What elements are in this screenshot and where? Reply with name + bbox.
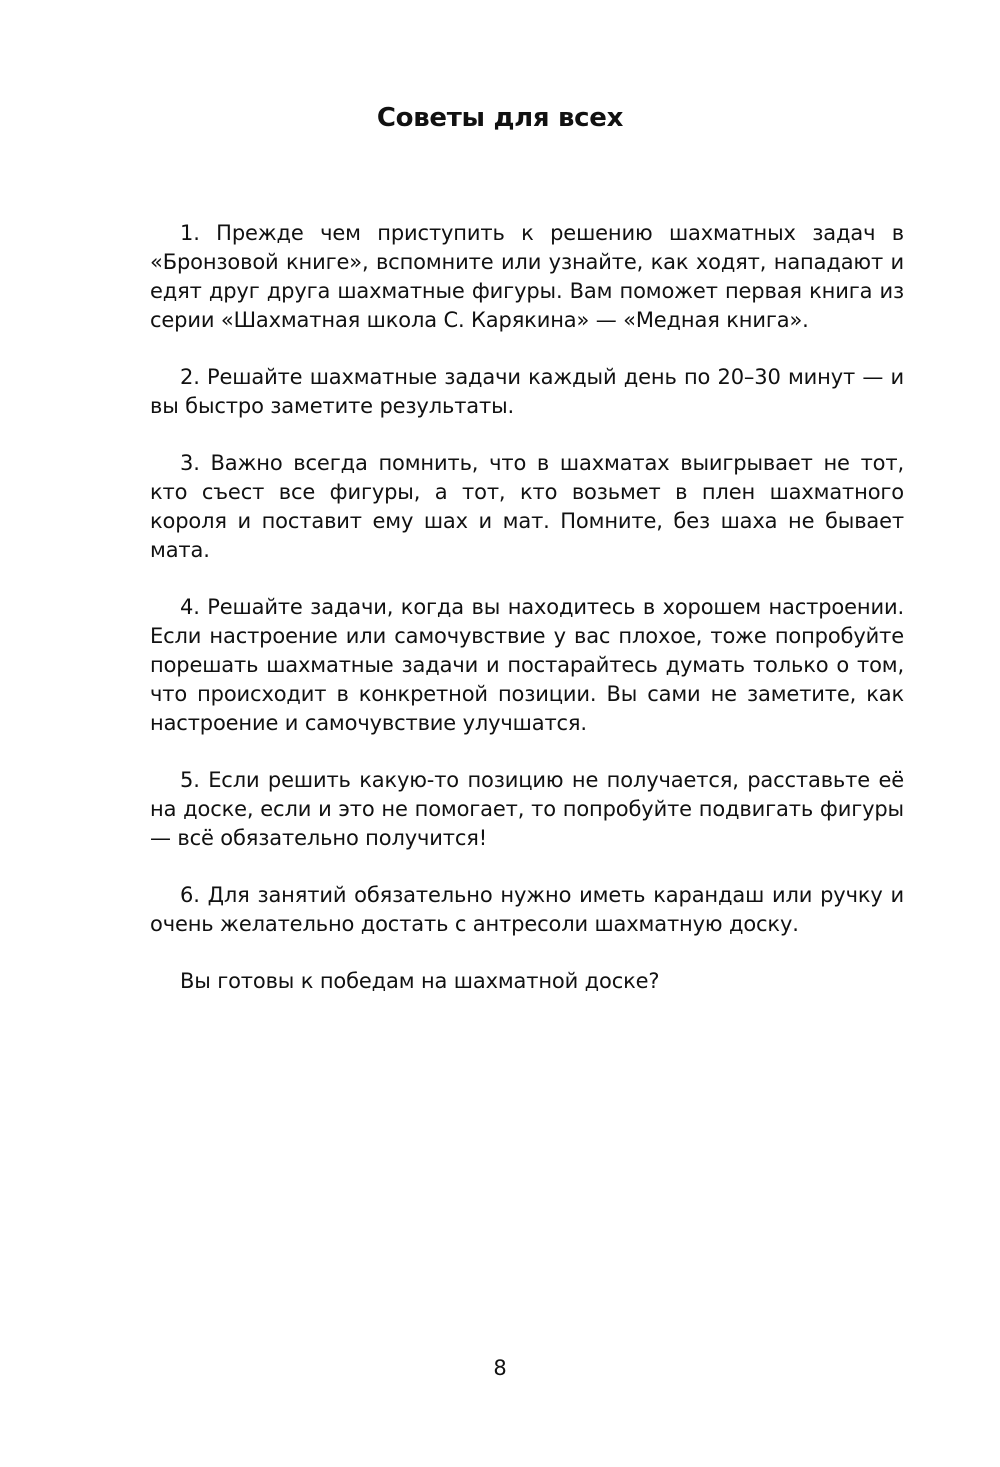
tip-paragraph-2: 2. Решайте шахматные задачи каждый день по 20–30 минут — и вы быстро заметите результаты. (150, 365, 904, 418)
tip-paragraph-3: 3. Важно всегда помнить, что в шахматах выигрывает не тот, кто съест все фигуры, а тот, кто возьмет в плен шахматного короля и поставит ему шах и мат. Помните, без шаха не бывает мата. (150, 451, 904, 562)
page-number: 8 (493, 1356, 507, 1380)
closing-question: Вы готовы к победам на шахматной доске? (180, 969, 660, 993)
tip-paragraph-1: 1. Прежде чем приступить к решению шахматных задач в «Бронзовой книге», вспомните или узнайте, как ходят, нападают и едят друг друга шахматные фигуры. Вам поможет первая книга из серии «Шахматная школа С. Карякина» — «Медная книга». (150, 221, 904, 332)
page-title: Советы для всех (376, 103, 624, 133)
tip-paragraph-5: 5. Если решить какую-то позицию не получается, расставьте её на доске, если и это не помогает, то попробуйте подвигать фигуры — всё обязательно получится! (150, 768, 904, 850)
tips-section (150, 219, 904, 996)
tip-paragraph-6: 6. Для занятий обязательно нужно иметь карандаш или ручку и очень желательно достать с антресоли шахматную доску. (150, 883, 904, 936)
tip-paragraph-4: 4. Решайте задачи, когда вы находитесь в хорошем настроении. Если настроение или самочувствие у вас плохое, тоже попробуйте порешать шахматные задачи и постарайтесь думать только о том, что происходит в конкретной позиции. Вы сами не заметите, как настроение и самочувствие улучшатся. (150, 595, 904, 735)
